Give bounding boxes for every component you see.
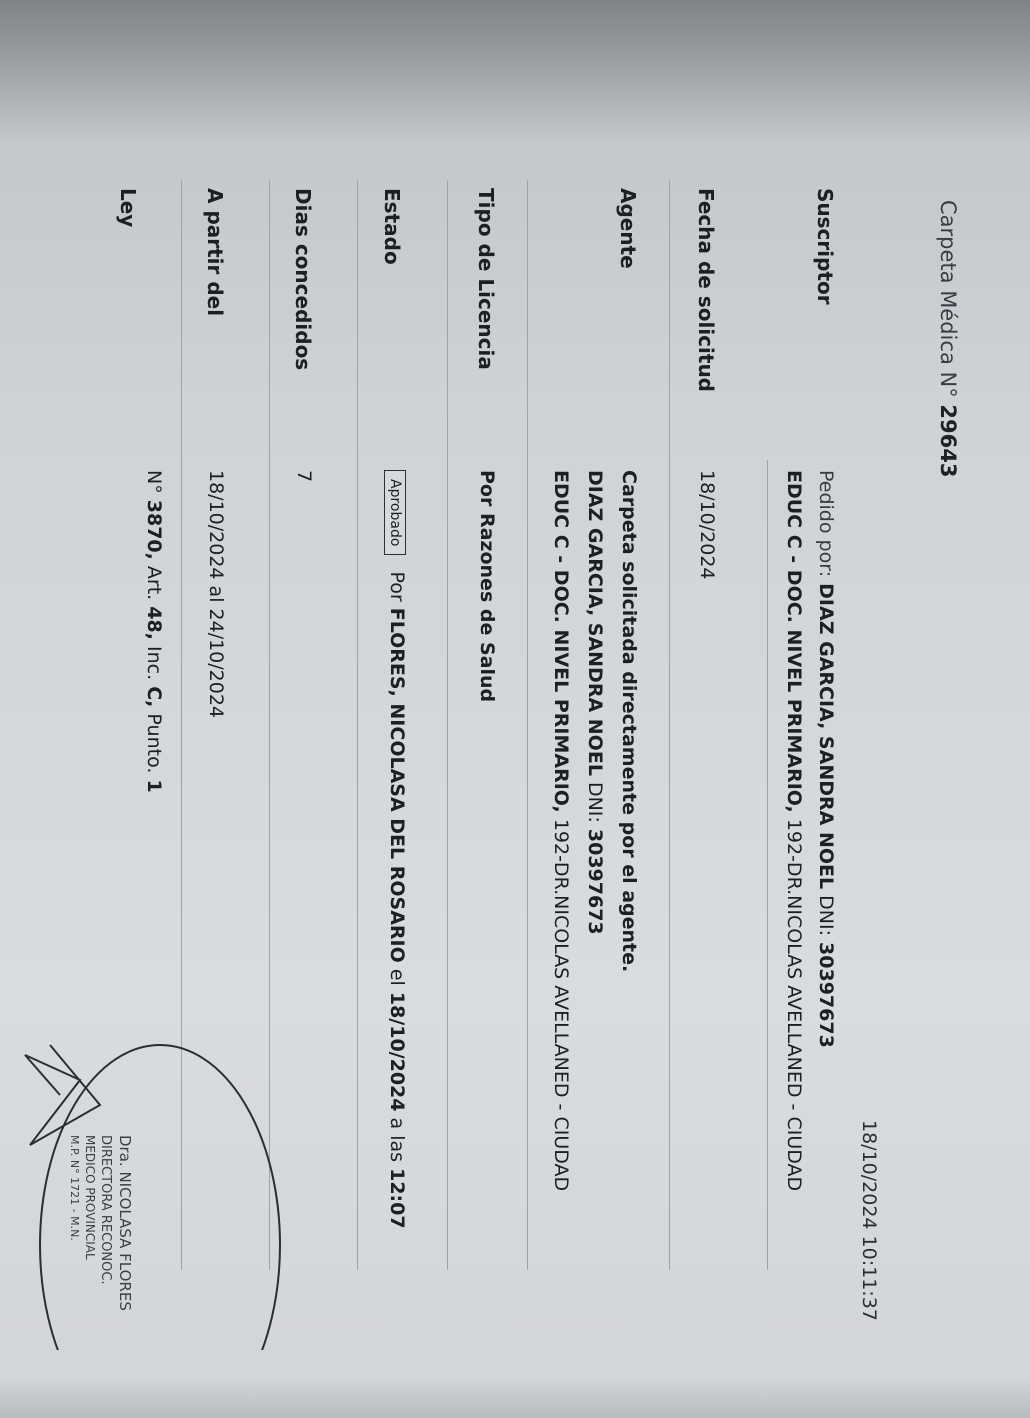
agente-name: DIAZ GARCIA, SANDRA NOEL bbox=[584, 470, 606, 776]
divider bbox=[669, 180, 670, 1270]
top-shadow bbox=[0, 0, 1030, 140]
title-prefix: Carpeta Médica N° bbox=[936, 200, 960, 398]
a-partir-del-value: 18/10/2024 al 24/10/2024 bbox=[205, 470, 227, 719]
suscriptor-unit bbox=[783, 470, 805, 1191]
agente-dni: 30397673 bbox=[584, 828, 606, 935]
agente-note-text: Carpeta solicitada directamente por el agente. bbox=[618, 470, 640, 973]
estado-by-name: FLORES, NICOLASA DEL ROSARIO bbox=[386, 607, 408, 963]
divider bbox=[447, 180, 448, 1270]
stamp-line-4: M.P. N° 1721 - M.N. bbox=[68, 1135, 81, 1241]
estado-date-prefix: el bbox=[386, 968, 408, 986]
tipo-licencia-text: Por Razones de Salud bbox=[476, 470, 498, 703]
ley-num: 3870, bbox=[143, 499, 165, 560]
document-title bbox=[936, 200, 960, 477]
stamp-line-1: Dra. NICOLASA FLORES bbox=[116, 1135, 134, 1311]
agente-unit-bold: EDUC C - DOC. NIVEL PRIMARIO, bbox=[550, 470, 572, 813]
status-badge: Aprobado bbox=[384, 470, 406, 555]
estado-time-prefix: a las bbox=[386, 1117, 408, 1163]
ley-inc: C, bbox=[143, 686, 165, 708]
ley-punto: 1 bbox=[143, 779, 165, 793]
dias-concedidos-value: 7 bbox=[293, 470, 315, 483]
suscriptor-unit-rest: 192-DR.NICOLAS AVELLANED - CIUDAD bbox=[783, 818, 805, 1192]
estado-label: Estado bbox=[380, 188, 404, 265]
agente-unit-rest: 192-DR.NICOLAS AVELLANED - CIUDAD bbox=[550, 818, 572, 1192]
document-timestamp: 18/10/2024 10:11:37 bbox=[858, 1120, 880, 1321]
estado-by-prefix: Por bbox=[386, 571, 408, 602]
requested-by-name: DIAZ GARCIA, SANDRA NOEL bbox=[815, 583, 837, 890]
divider bbox=[767, 460, 768, 1270]
folder-number: 29643 bbox=[936, 404, 960, 478]
ley-num-prefix: N° bbox=[143, 470, 165, 494]
fecha-solicitud-value: 18/10/2024 bbox=[696, 470, 718, 580]
stamp-line-3: MEDICO PROVINCIAL bbox=[83, 1135, 97, 1260]
bottom-shadow bbox=[0, 1378, 1030, 1418]
ley-art-prefix: Art. bbox=[143, 565, 165, 601]
fecha-solicitud-label: Fecha de solicitud bbox=[694, 188, 718, 392]
agente-label: Agente bbox=[616, 188, 640, 269]
suscriptor-unit-bold: EDUC C - DOC. NIVEL PRIMARIO, bbox=[783, 470, 805, 813]
requested-by-prefix: Pedido por: bbox=[815, 470, 837, 578]
ley-value bbox=[143, 470, 165, 793]
official-stamp bbox=[20, 930, 350, 1350]
estado-time: 12:07 bbox=[386, 1168, 408, 1229]
requested-by-dni-prefix: DNI: bbox=[815, 895, 837, 936]
agente-note bbox=[618, 470, 640, 972]
divider bbox=[527, 180, 528, 1270]
tipo-licencia-value bbox=[476, 470, 498, 702]
divider bbox=[357, 180, 358, 1270]
dias-concedidos-label: Dias concedidos bbox=[291, 188, 315, 371]
suscriptor-requested-by bbox=[815, 470, 837, 1048]
suscriptor-label: Suscriptor bbox=[813, 188, 837, 305]
stamp-line-2: DIRECTORA RECONOC. bbox=[98, 1135, 113, 1285]
ley-art: 48, bbox=[143, 606, 165, 640]
estado-date: 18/10/2024 bbox=[386, 991, 408, 1112]
agente-unit bbox=[550, 470, 572, 1191]
ley-label: Ley bbox=[116, 188, 140, 228]
a-partir-del-label: A partir del bbox=[203, 188, 227, 317]
agente-dni-prefix: DNI: bbox=[584, 781, 606, 823]
ley-punto-prefix: Punto. bbox=[143, 713, 165, 774]
tipo-licencia-label: Tipo de Licencia bbox=[474, 188, 498, 370]
estado-value bbox=[384, 470, 408, 1229]
ley-inc-prefix: Inc. bbox=[143, 646, 165, 681]
requested-by-dni: 30397673 bbox=[815, 942, 837, 1048]
agente-identity bbox=[584, 470, 606, 935]
